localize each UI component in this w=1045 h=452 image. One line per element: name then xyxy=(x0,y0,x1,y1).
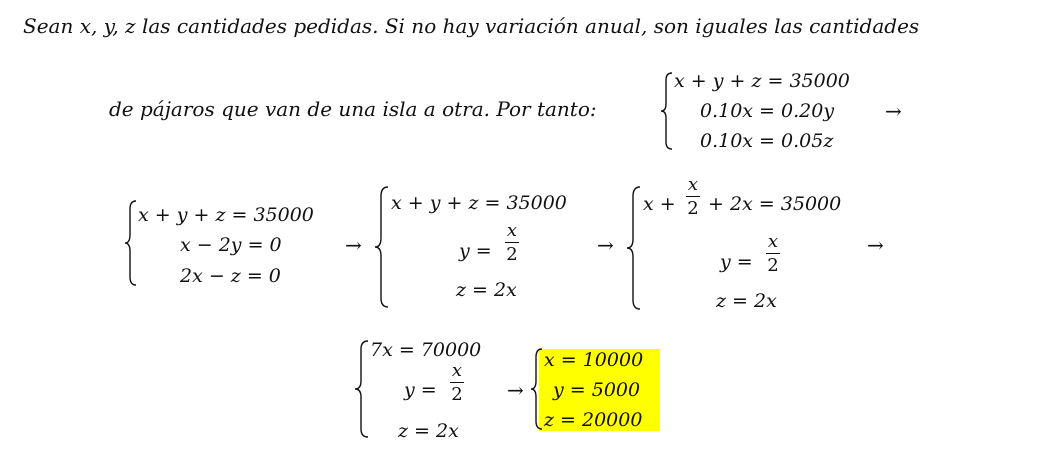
equation-prefix: x + xyxy=(643,193,676,215)
equation: 2x − z = 0 xyxy=(180,265,281,287)
solution-x: x = 10000 xyxy=(544,349,644,371)
left-brace-icon xyxy=(660,72,674,150)
equation: x + y + z = 35000 xyxy=(674,70,850,92)
arrow-right-icon: → xyxy=(345,233,362,257)
fraction xyxy=(686,174,700,220)
left-brace-icon xyxy=(354,340,370,438)
equation: x − 2y = 0 xyxy=(180,234,282,256)
solution-y: y = 5000 xyxy=(553,379,641,401)
arrow-right-icon: → xyxy=(597,233,614,257)
equation-lhs: y = xyxy=(404,379,437,401)
equation: z = 2x xyxy=(716,290,777,312)
solution-z: z = 20000 xyxy=(544,409,643,431)
paragraph-line-2: de pájaros que van de una isla a otra. Por tanto: xyxy=(109,97,597,121)
equation: z = 2x xyxy=(456,279,517,301)
fraction xyxy=(450,360,464,406)
equation-lhs: y = xyxy=(720,251,753,273)
left-brace-icon xyxy=(530,348,544,430)
fraction xyxy=(505,220,519,266)
equation-lhs: y = xyxy=(459,240,492,262)
fraction-numerator: x xyxy=(506,220,518,241)
fraction-bar xyxy=(686,196,700,197)
fraction-denominator: 2 xyxy=(687,198,699,220)
equation: 0.10x = 0.05z xyxy=(700,130,834,152)
fraction-denominator: 2 xyxy=(451,384,463,406)
left-brace-icon xyxy=(374,186,390,308)
fraction-denominator: 2 xyxy=(767,255,779,277)
left-brace-icon xyxy=(124,200,138,286)
equation: 0.10x = 0.20y xyxy=(700,100,835,122)
arrow-right-icon: → xyxy=(885,99,902,123)
fraction xyxy=(766,231,780,277)
equation: 7x = 70000 xyxy=(370,339,482,361)
arrow-right-icon: → xyxy=(867,233,884,257)
fraction-bar xyxy=(766,253,780,254)
fraction-numerator: x xyxy=(767,231,779,252)
fraction-numerator: x xyxy=(451,360,463,381)
equation: x + y + z = 35000 xyxy=(138,204,314,226)
fraction-bar xyxy=(450,382,464,383)
equation: z = 2x xyxy=(398,420,459,442)
equation-suffix: + 2x = 35000 xyxy=(708,193,842,215)
equation: x + y + z = 35000 xyxy=(391,192,567,214)
paragraph-line-1: Sean x, y, z las cantidades pedidas. Si no hay variación anual, son iguales las cantidades xyxy=(23,14,920,38)
fraction-denominator: 2 xyxy=(506,244,518,266)
fraction-bar xyxy=(505,242,519,243)
fraction-numerator: x xyxy=(687,174,699,195)
left-brace-icon xyxy=(626,186,642,310)
arrow-right-icon: → xyxy=(507,378,524,402)
